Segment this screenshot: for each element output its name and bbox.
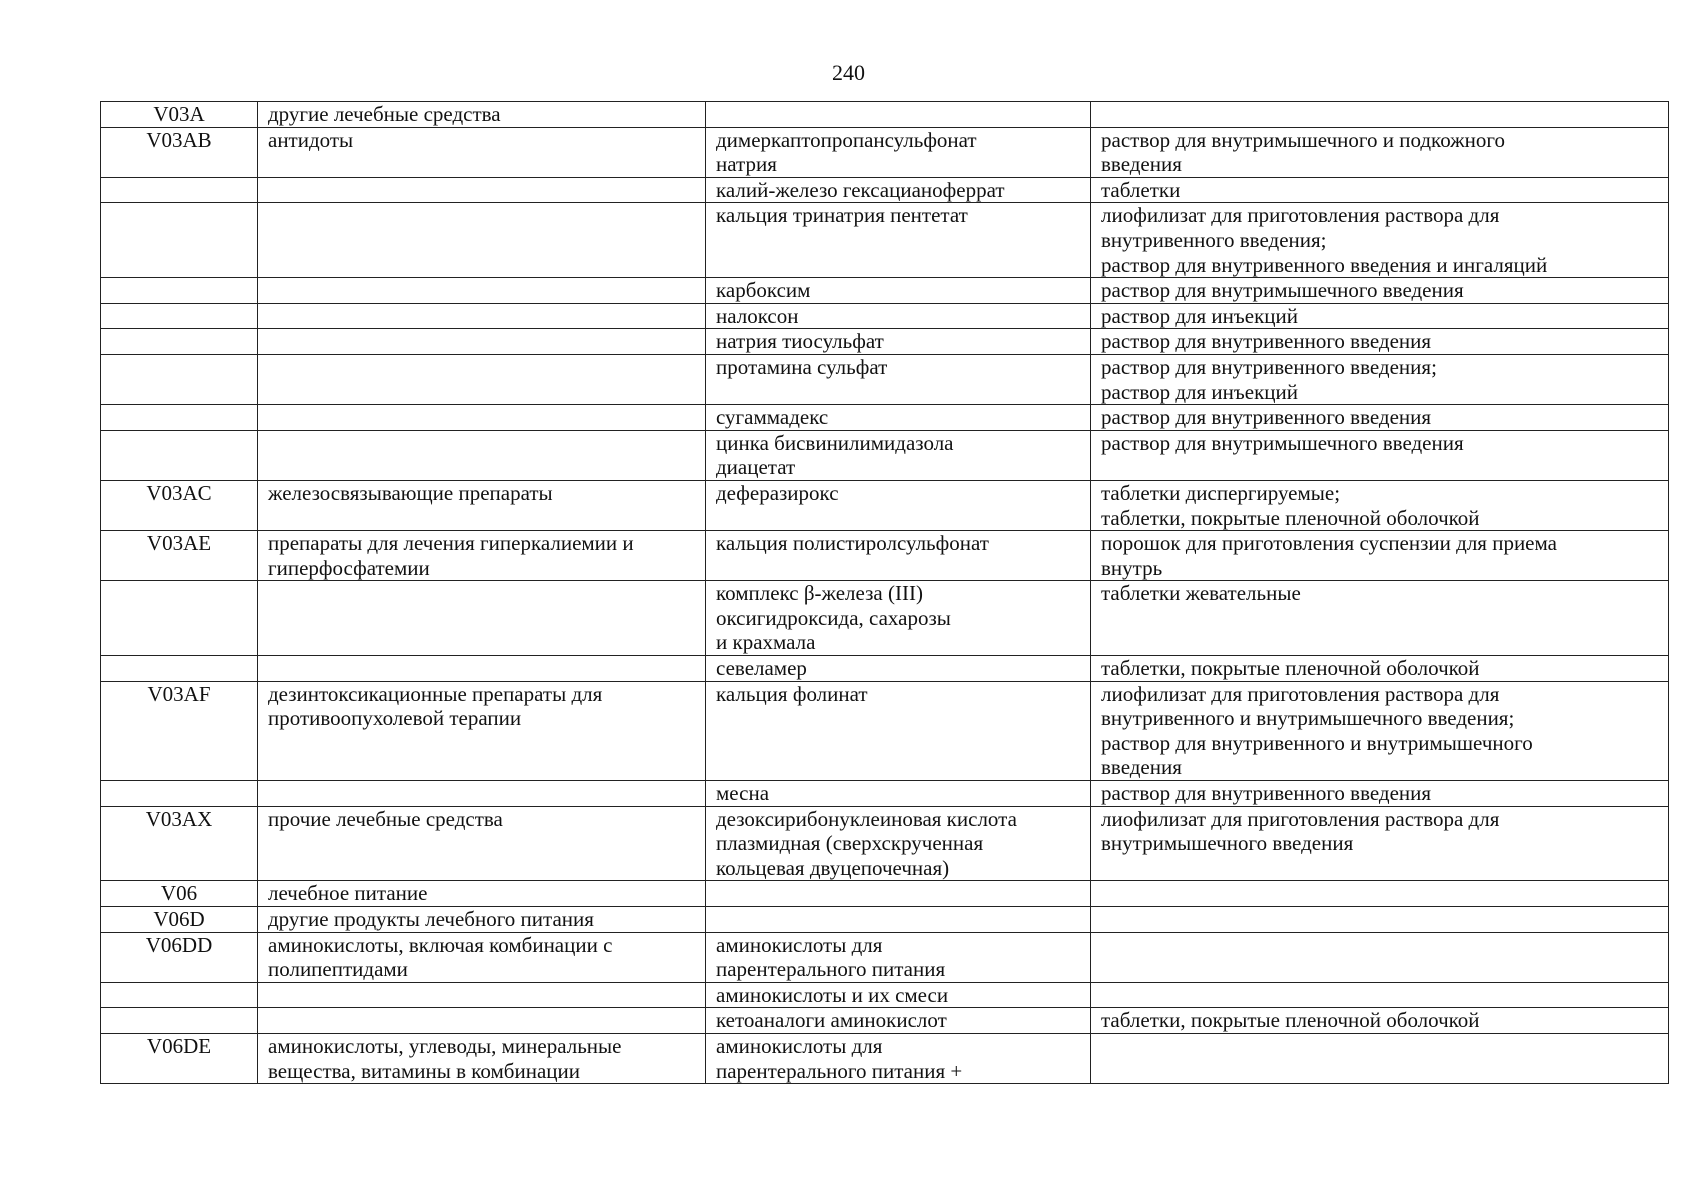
group-name-cell — [258, 303, 706, 329]
dosage-form-cell: лиофилизат для приготовления раствора для внутривенного и внутримышечного введения; раствор для внутривенного и внутримышечного введения — [1091, 681, 1669, 780]
dosage-form-cell: таблетки — [1091, 177, 1669, 203]
atc-code-cell: V03AC — [101, 480, 258, 530]
drug-name-cell: кальция тринатрия пентетат — [706, 203, 1091, 278]
group-name-cell — [258, 1008, 706, 1034]
dosage-form-cell: таблетки диспергируемые; таблетки, покрытые пленочной оболочкой — [1091, 480, 1669, 530]
dosage-form-cell: раствор для внутривенного введения; раствор для инъекций — [1091, 354, 1669, 404]
dosage-form-cell — [1091, 982, 1669, 1008]
dosage-form-cell: раствор для инъекций — [1091, 303, 1669, 329]
dosage-form-cell — [1091, 1033, 1669, 1083]
table-row — [101, 405, 1669, 431]
drug-name-cell: комплекс β-железа (III) оксигидроксида, сахарозы и крахмала — [706, 581, 1091, 656]
table-row — [101, 806, 1669, 881]
atc-code-cell — [101, 405, 258, 431]
dosage-form-cell: раствор для внутримышечного введения — [1091, 430, 1669, 480]
group-name-cell — [258, 581, 706, 656]
drug-name-cell: аминокислоты и их смеси — [706, 982, 1091, 1008]
drug-name-cell: димеркаптопропансульфонат натрия — [706, 127, 1091, 177]
dosage-form-cell — [1091, 881, 1669, 907]
group-name-cell: препараты для лечения гиперкалиемии и гиперфосфатемии — [258, 531, 706, 581]
drug-name-cell: калий-железо гексацианоферрат — [706, 177, 1091, 203]
table-row — [101, 531, 1669, 581]
table-row — [101, 177, 1669, 203]
drug-name-cell: кетоаналоги аминокислот — [706, 1008, 1091, 1034]
dosage-form-cell — [1091, 932, 1669, 982]
table-row — [101, 278, 1669, 304]
atc-code-cell — [101, 177, 258, 203]
atc-code-cell — [101, 430, 258, 480]
dosage-form-cell: раствор для внутривенного введения — [1091, 405, 1669, 431]
drug-name-cell: протамина сульфат — [706, 354, 1091, 404]
table-row — [101, 1033, 1669, 1083]
group-name-cell — [258, 430, 706, 480]
dosage-form-cell: таблетки, покрытые пленочной оболочкой — [1091, 656, 1669, 682]
dosage-form-cell — [1091, 907, 1669, 933]
group-name-cell — [258, 354, 706, 404]
table-row — [101, 982, 1669, 1008]
page-number: 240 — [832, 60, 865, 85]
table-row — [101, 932, 1669, 982]
dosage-form-cell: порошок для приготовления суспензии для приема внутрь — [1091, 531, 1669, 581]
group-name-cell: дезинтоксикационные препараты для противоопухолевой терапии — [258, 681, 706, 780]
table-row — [101, 480, 1669, 530]
dosage-form-cell: таблетки жевательные — [1091, 581, 1669, 656]
table-row — [101, 1008, 1669, 1034]
atc-code-cell: V06DD — [101, 932, 258, 982]
drug-name-cell: севеламер — [706, 656, 1091, 682]
drug-name-cell: аминокислоты для парентерального питания — [706, 932, 1091, 982]
table-row — [101, 303, 1669, 329]
dosage-form-cell: лиофилизат для приготовления раствора для внутримышечного введения — [1091, 806, 1669, 881]
table-row — [101, 581, 1669, 656]
drug-name-cell: налоксон — [706, 303, 1091, 329]
group-name-cell — [258, 177, 706, 203]
atc-code-cell — [101, 278, 258, 304]
table-row — [101, 881, 1669, 907]
table-row — [101, 907, 1669, 933]
atc-code-cell: V03A — [101, 102, 258, 128]
group-name-cell: аминокислоты, углеводы, минеральные вещества, витамины в комбинации — [258, 1033, 706, 1083]
drug-name-cell: цинка бисвинилимидазола диацетат — [706, 430, 1091, 480]
group-name-cell: другие лечебные средства — [258, 102, 706, 128]
drug-name-cell: кальция фолинат — [706, 681, 1091, 780]
drug-classification-table — [100, 101, 1669, 1084]
drug-name-cell: натрия тиосульфат — [706, 329, 1091, 355]
dosage-form-cell: раствор для внутримышечного и подкожного введения — [1091, 127, 1669, 177]
table-row — [101, 430, 1669, 480]
atc-code-cell — [101, 203, 258, 278]
group-name-cell — [258, 982, 706, 1008]
drug-name-cell: карбоксим — [706, 278, 1091, 304]
drug-name-cell: дезоксирибонуклеиновая кислота плазмидная (сверхскрученная кольцевая двуцепочечная) — [706, 806, 1091, 881]
group-name-cell: лечебное питание — [258, 881, 706, 907]
drug-name-cell: аминокислоты для парентерального питания + — [706, 1033, 1091, 1083]
drug-name-cell: сугаммадекс — [706, 405, 1091, 431]
table-row — [101, 102, 1669, 128]
drug-name-cell — [706, 907, 1091, 933]
table-row — [101, 354, 1669, 404]
atc-code-cell: V06 — [101, 881, 258, 907]
group-name-cell: железосвязывающие препараты — [258, 480, 706, 530]
drug-name-cell — [706, 881, 1091, 907]
atc-code-cell — [101, 982, 258, 1008]
dosage-form-cell: таблетки, покрытые пленочной оболочкой — [1091, 1008, 1669, 1034]
group-name-cell — [258, 405, 706, 431]
group-name-cell — [258, 278, 706, 304]
atc-code-cell: V03AF — [101, 681, 258, 780]
dosage-form-cell: раствор для внутримышечного введения — [1091, 278, 1669, 304]
drug-name-cell: деферазирокс — [706, 480, 1091, 530]
table-row — [101, 656, 1669, 682]
dosage-form-cell: лиофилизат для приготовления раствора для внутривенного введения; раствор для внутривенного введения и ингаляций — [1091, 203, 1669, 278]
group-name-cell — [258, 781, 706, 807]
group-name-cell — [258, 656, 706, 682]
atc-code-cell — [101, 303, 258, 329]
atc-code-cell: V03AX — [101, 806, 258, 881]
table-body — [101, 102, 1669, 1084]
atc-code-cell: V06D — [101, 907, 258, 933]
atc-code-cell — [101, 354, 258, 404]
group-name-cell — [258, 329, 706, 355]
table-row — [101, 781, 1669, 807]
table-row — [101, 329, 1669, 355]
group-name-cell: другие продукты лечебного питания — [258, 907, 706, 933]
atc-code-cell: V03AB — [101, 127, 258, 177]
group-name-cell: аминокислоты, включая комбинации с полипептидами — [258, 932, 706, 982]
drug-name-cell — [706, 102, 1091, 128]
group-name-cell: антидоты — [258, 127, 706, 177]
drug-name-cell: кальция полистиролсульфонат — [706, 531, 1091, 581]
dosage-form-cell — [1091, 102, 1669, 128]
table-row — [101, 203, 1669, 278]
dosage-form-cell: раствор для внутривенного введения — [1091, 329, 1669, 355]
group-name-cell — [258, 203, 706, 278]
table-row — [101, 681, 1669, 780]
group-name-cell: прочие лечебные средства — [258, 806, 706, 881]
atc-code-cell: V03AE — [101, 531, 258, 581]
atc-code-cell — [101, 329, 258, 355]
atc-code-cell — [101, 656, 258, 682]
atc-code-cell: V06DE — [101, 1033, 258, 1083]
atc-code-cell — [101, 781, 258, 807]
atc-code-cell — [101, 581, 258, 656]
table-row — [101, 127, 1669, 177]
dosage-form-cell: раствор для внутривенного введения — [1091, 781, 1669, 807]
atc-code-cell — [101, 1008, 258, 1034]
drug-name-cell: месна — [706, 781, 1091, 807]
